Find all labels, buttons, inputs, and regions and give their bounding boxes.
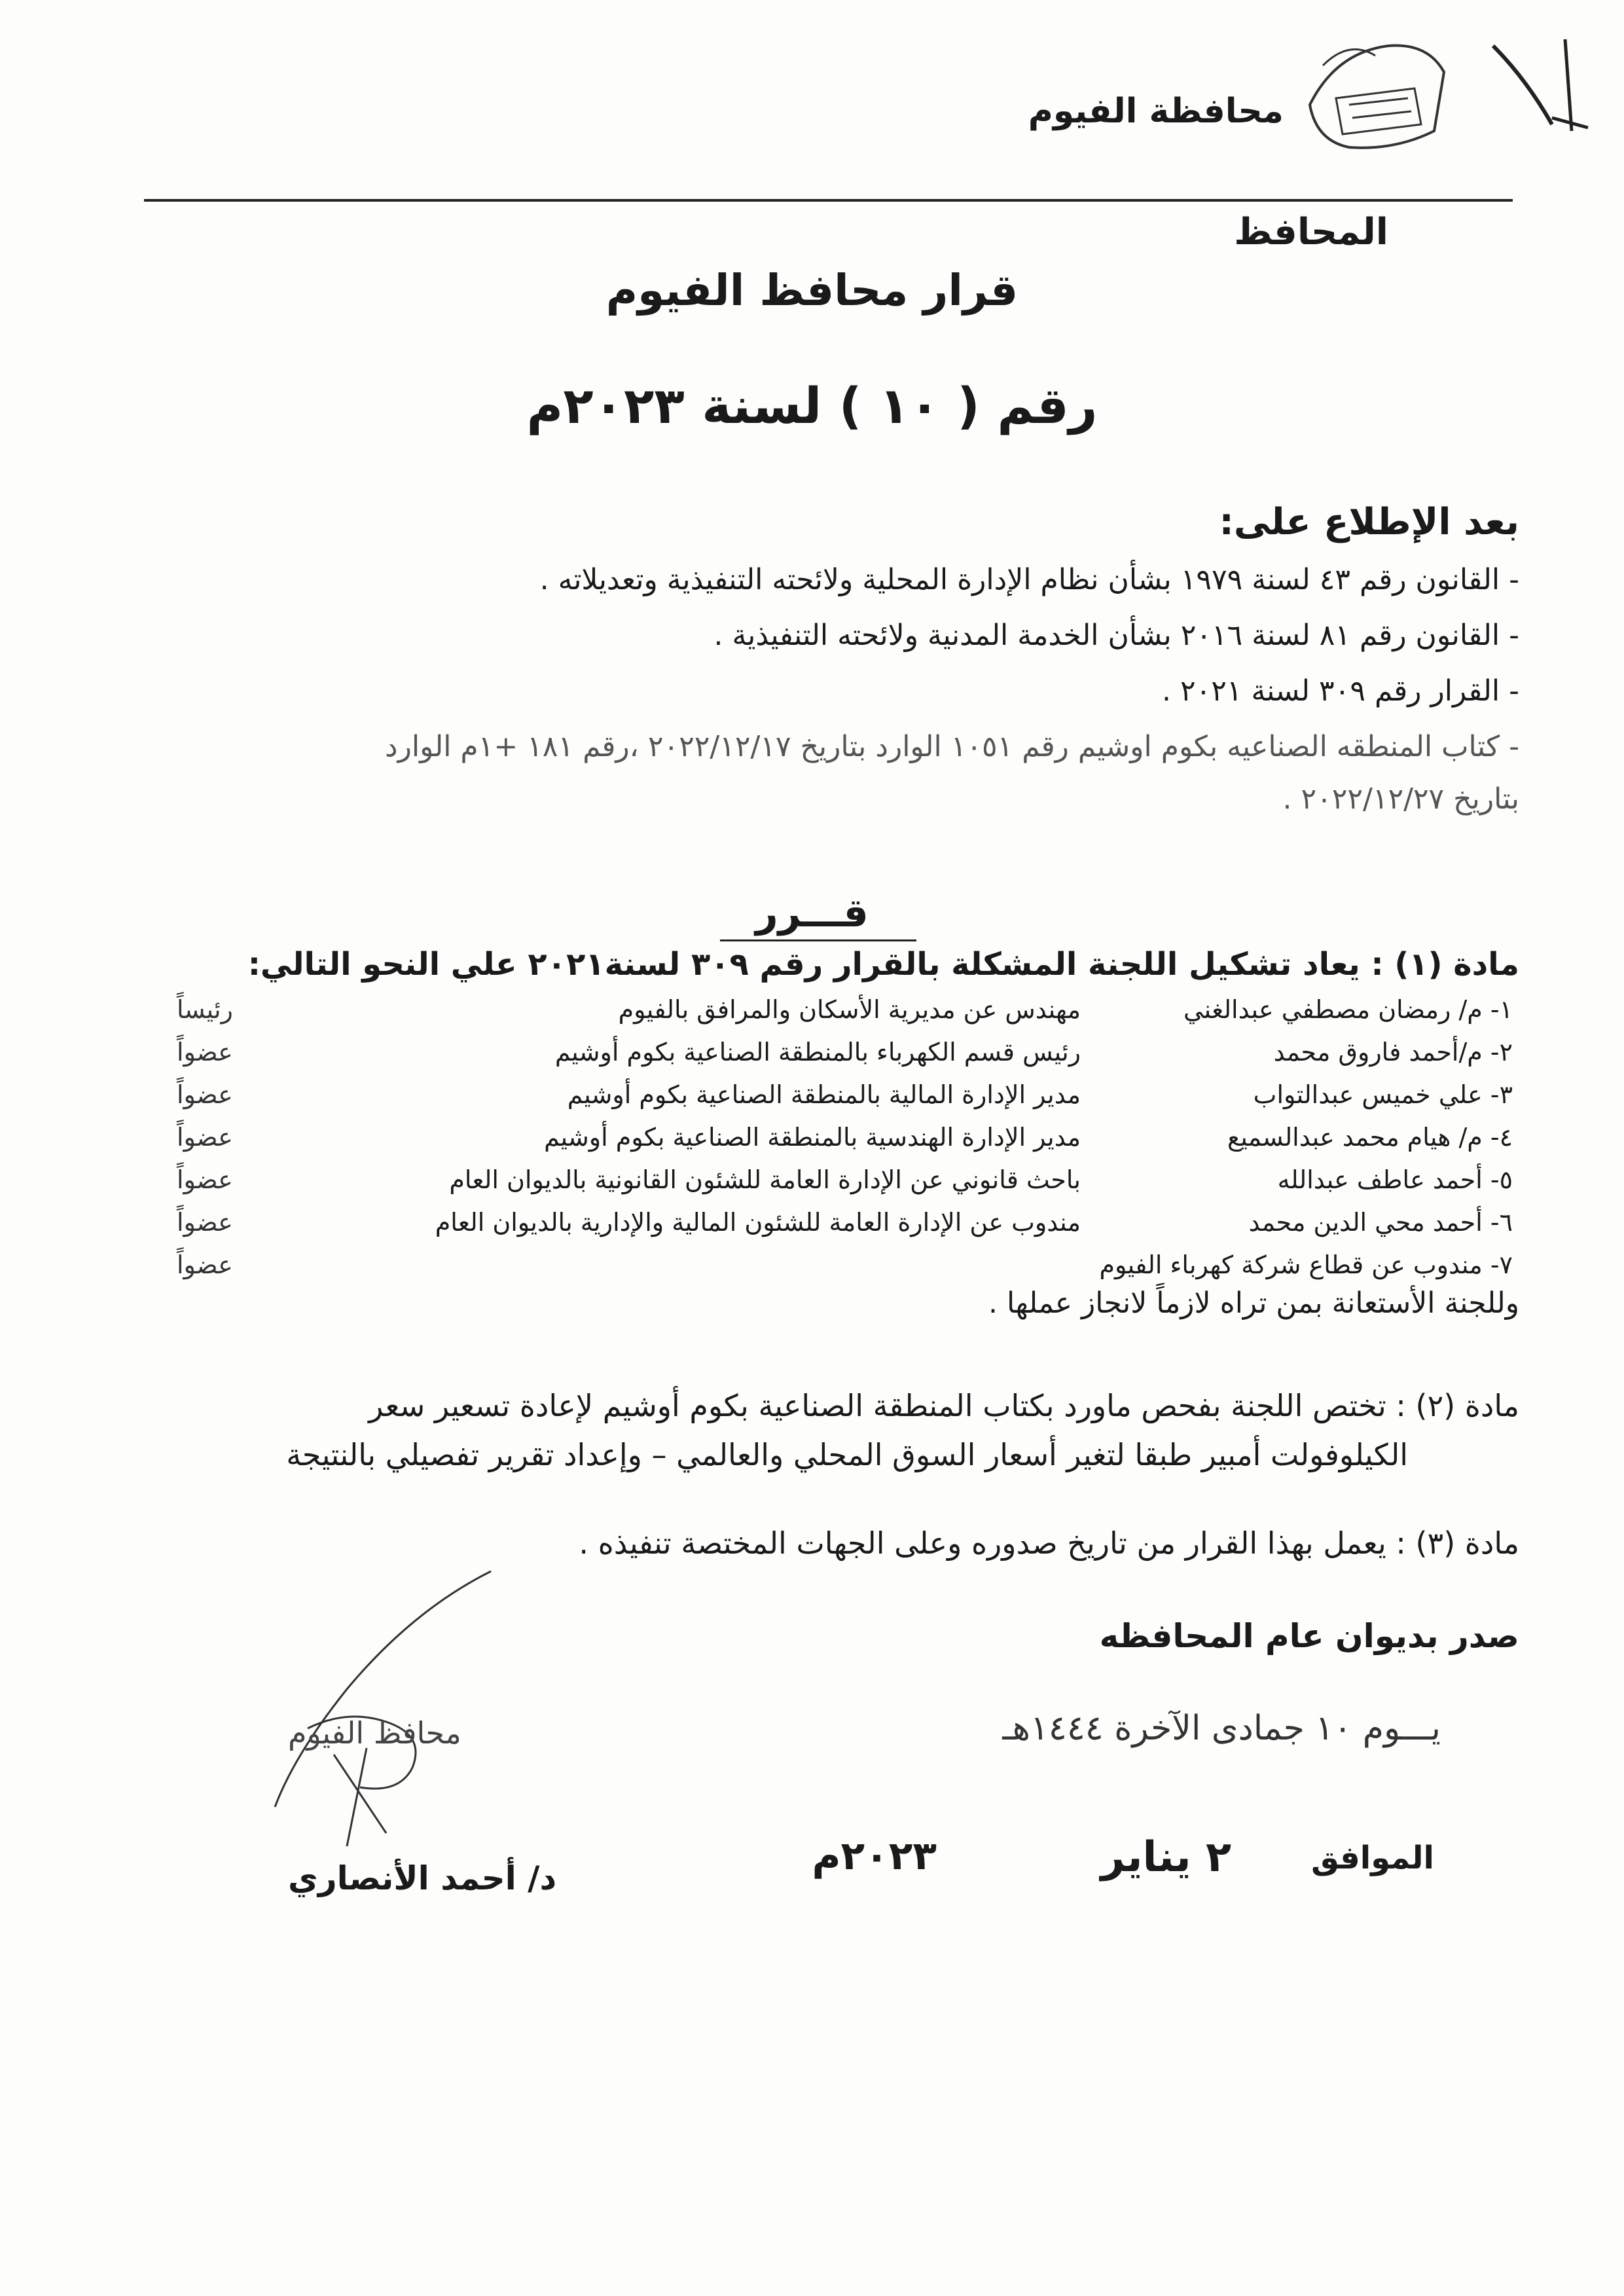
header-rule (144, 199, 1513, 202)
preamble-item: - القانون رقم ٨١ لسنة ٢٠١٦ بشأن الخدمة المدنية ولائحته التنفيذية . (713, 619, 1519, 652)
article-2-line-1: مادة (٢) : تختص اللجنة بفحص ماورد بكتاب المنطقة الصناعية بكوم أوشيم لإعادة تسعير سعر (369, 1388, 1519, 1423)
page-marker-handwritten (1473, 20, 1611, 151)
article-3: مادة (٣) : يعمل بهذا القرار من تاريخ صدوره وعلى الجهات المختصة تنفيذه . (579, 1525, 1519, 1561)
hijri-date: يـــوم ١٠ جمادى الآخرة ١٤٤٤هـ (1002, 1709, 1441, 1748)
decree-title: قرار محافظ الفيوم (605, 265, 1019, 316)
preamble-heading: بعد الإطلاع على: (1219, 501, 1519, 543)
member-name: ١- م/ رمضان مصطفي عبدالغني (1183, 995, 1513, 1024)
preamble-item: - كتاب المنطقه الصناعيه بكوم اوشيم رقم ١٠٥١ الوارد بتاريخ ٢٠٢٢/١٢/١٧ ،رقم ١٨١ +١م الوارد (385, 730, 1519, 763)
issued-statement: صدر بديوان عام المحافظه (1099, 1617, 1519, 1655)
article-1-note: وللجنة الأستعانة بمن تراه لازماً لانجاز عملها . (988, 1286, 1519, 1320)
preamble-item: - القانون رقم ٤٣ لسنة ١٩٧٩ بشأن نظام الإدارة المحلية ولائحته التنفيذية وتعديلاته . (539, 563, 1519, 596)
preamble-item: بتاريخ ٢٠٢٢/١٢/٢٧ . (1282, 782, 1519, 816)
member-title: عضواً (177, 1250, 233, 1279)
member-title: عضواً (177, 1038, 233, 1066)
decree-number: رقم ( ١٠ ) لسنة ٢٠٢٣م (526, 376, 1098, 435)
member-role: مدير الإدارة المالية بالمنطقة الصناعية بكوم أوشيم (567, 1080, 1081, 1109)
member-title: عضواً (177, 1123, 233, 1152)
member-name: ٢- م/أحمد فاروق محمد (1273, 1038, 1513, 1066)
handwritten-signature (216, 1558, 556, 1859)
member-role: مدير الإدارة الهندسية بالمنطقة الصناعية بكوم أوشيم (544, 1123, 1081, 1152)
member-name: ٣- علي خميس عبدالتواب (1253, 1080, 1513, 1109)
member-role: مندوب عن الإدارة العامة للشئون المالية والإدارية بالديوان العام (435, 1208, 1081, 1237)
member-role: مهندس عن مديرية الأسكان والمرافق بالفيوم (618, 995, 1081, 1024)
member-name: ٦- أحمد محي الدين محمد (1248, 1208, 1513, 1237)
member-title: رئيساً (177, 995, 233, 1024)
member-name: ٥- أحمد عاطف عبدالله (1277, 1165, 1513, 1194)
decided-underline (720, 939, 916, 941)
preamble-item: - القرار رقم ٣٠٩ لسنة ٢٠٢١ . (1162, 674, 1519, 708)
governorate-name: محافظة الفيوم (1028, 92, 1284, 131)
member-name: ٧- مندوب عن قطاع شركة كهرباء الفيوم (1099, 1250, 1513, 1279)
article-2-line-2: الكيلوفولت أمبير طبقا لتغير أسعار السوق المحلي والعالمي – وإعداد تقرير تفصيلي بالنتيجة (286, 1437, 1408, 1472)
member-role: باحث قانوني عن الإدارة العامة للشئون القانونية بالديوان العام (449, 1165, 1081, 1194)
member-title: عضواً (177, 1080, 233, 1109)
governorate-seal-logo (1297, 26, 1454, 164)
member-role: رئيس قسم الكهرباء بالمنطقة الصناعية بكوم أوشيم (554, 1038, 1081, 1066)
member-title: عضواً (177, 1165, 233, 1194)
article-1: مادة (١) : يعاد تشكيل اللجنة المشكلة بالقرار رقم ٣٠٩ لسنة٢٠٢١ علي النحو التالي: (247, 946, 1519, 983)
office-label: المحافظ (1234, 211, 1388, 253)
member-name: ٤- م/ هيام محمد عبدالسميع (1227, 1123, 1513, 1152)
signatory-name: د/ أحمد الأنصاري (288, 1859, 557, 1897)
member-title: عضواً (177, 1208, 233, 1237)
signatory-title: محافظ الفيوم (288, 1715, 461, 1751)
decided-heading: قـــرر (755, 890, 869, 936)
gregorian-label: الموافق (1311, 1840, 1434, 1876)
gregorian-day: ٢ يناير (1100, 1833, 1231, 1882)
gregorian-year: ٢٠٢٣م (812, 1833, 937, 1879)
